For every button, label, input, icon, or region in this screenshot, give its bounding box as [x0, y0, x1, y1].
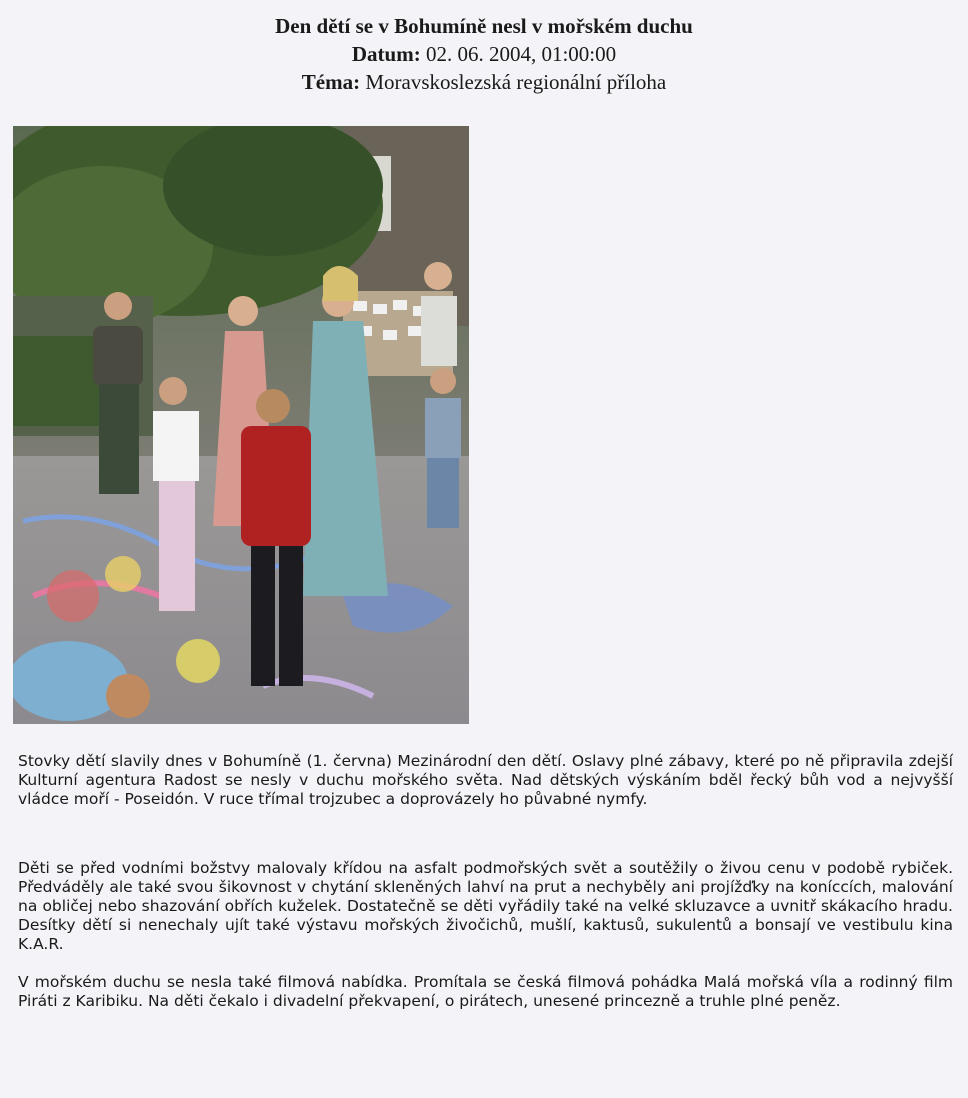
topic-label: Téma: — [301, 70, 361, 94]
topic-line — [0, 68, 968, 96]
topic-value: Moravskoslezská regionální příloha — [365, 70, 667, 94]
article-paragraph: Děti se před vodními božstvy malovaly křídou na asfalt podmořských svět a soutěžily o živou cenu v podobě rybiček. Předváděly ale také svou šikovnost v chytání skleněných lahví na prut a nechyběly ani projížďky na koníccích, malování na obličej nebo shazování obřích kuželek. Dostatečně se děti vyřádily také na velké skluzavce a uvnitř skákacího hradu. Desítky dětí si nenechaly ujít také výstavu mořských živočichů, mušlí, kaktusů, sukulentů a bonsají ve vestibulu kina K.A.R. — [18, 859, 953, 953]
date-value: 02. 06. 2004, 01:00:00 — [425, 42, 617, 66]
article-title: Den dětí se v Bohumíně nesl v mořském duchu — [275, 14, 693, 38]
date-label: Datum: — [351, 42, 421, 66]
article-paragraph: Stovky dětí slavily dnes v Bohumíně (1. června) Mezinárodní den dětí. Oslavy plné zábavy, které po ně připravila zdejší Kulturní agentura Radost se nesly v duchu mořského světa. Nad dětských výskáním bděl řecký bůh vod a nejvyšší vládce moří - Poseidón. V ruce třímal trojzubec a doprovázely ho půvabné nymfy. — [18, 752, 953, 808]
photo-children-day-icon — [13, 126, 469, 724]
article-paragraph: V mořském duchu se nesla také filmová nabídka. Promítala se česká filmová pohádka Malá mořská víla a rodinný film Piráti z Karibiku. Na děti čekalo i divadelní překvapení, o pirátech, unesené princezně a truhle plné peněz. — [18, 973, 953, 1010]
article-header — [0, 12, 968, 96]
article-body — [18, 752, 953, 1011]
article-photo — [13, 126, 469, 724]
date-line — [0, 40, 968, 68]
